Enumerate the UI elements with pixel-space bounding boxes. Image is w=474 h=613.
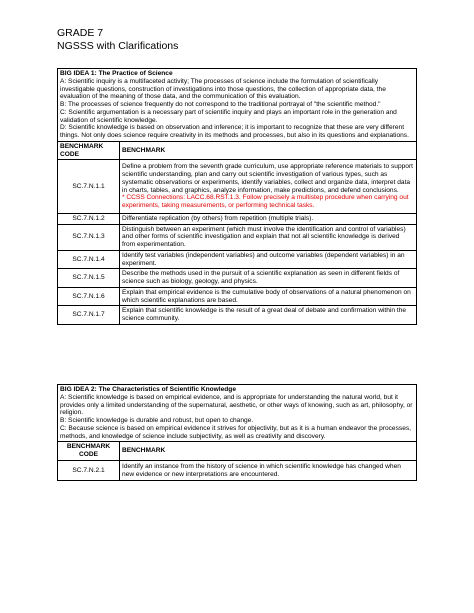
table-header-row xyxy=(58,141,417,160)
column-header-code: BENCHMARK CODE xyxy=(58,442,120,461)
benchmark-text: Differentiate replication (by others) from repetition (multiple trials). xyxy=(120,213,417,224)
big-idea-2-table xyxy=(57,384,417,481)
table-row xyxy=(58,160,417,214)
table-row xyxy=(58,306,417,325)
big-idea-1-statement-d: D: Scientific knowledge is based on observation and inference; it is important to recognize that these are very different things. Not only does science require creativity in its methods and processes, but also in its questions and explanations. xyxy=(60,124,409,139)
big-idea-1-statement-a: A: Scientific inquiry is a multifaceted activity; The processes of science include the formulation of scientifically investigable questions, construction of investigations into those questions, the collection of appropriate data, the evaluation of the meaning of those data, and the communication of this evaluation. xyxy=(60,77,386,101)
big-idea-1-table xyxy=(57,68,417,325)
benchmark-text xyxy=(120,160,417,214)
benchmark-text: Identify an instance from the history of science in which scientific knowledge has changed when new evidence or new interpretations are encountered. xyxy=(120,460,417,481)
big-idea-1-statement-c: C: Scientific argumentation is a necessary part of scientific inquiry and plays an important role in the generation and validation of scientific knowledge. xyxy=(60,108,397,124)
benchmark-code: SC.7.N.1.6 xyxy=(58,287,120,306)
ccss-connection: * CCSS Connections: LACC.68.RST.1.3. Follow precisely a multistep procedure when carrying out experiments, taking measurements, or performing technical tasks. xyxy=(122,194,409,209)
grade-heading: GRADE 7 xyxy=(57,27,104,39)
big-idea-2-statement-c: C: Because science is based on empirical evidence it strives for objectivity, but as it is a human endeavor the processes, methods, and knowledge of science include subjectivity, as well as creativity and discovery. xyxy=(60,424,411,440)
benchmark-code: SC.7.N.1.7 xyxy=(58,306,120,325)
benchmark-code: SC.7.N.1.1 xyxy=(58,160,120,214)
column-header-benchmark: BENCHMARK xyxy=(120,141,417,160)
benchmark-text: Explain that empirical evidence is the cumulative body of observations of a natural phenomenon on which scientific explanations are based. xyxy=(120,287,417,306)
benchmark-code: SC.7.N.2.1 xyxy=(58,460,120,481)
table-row xyxy=(58,269,417,288)
column-header-code: BENCHMARK CODE xyxy=(58,141,120,160)
column-header-benchmark: BENCHMARK xyxy=(120,442,417,461)
big-idea-1-intro xyxy=(58,69,417,142)
benchmark-text: Explain that scientific knowledge is the result of a great deal of debate and confirmation within the science community. xyxy=(120,306,417,325)
table-row xyxy=(58,224,417,250)
big-idea-2-title: BIG IDEA 2: The Characteristics of Scientific Knowledge xyxy=(60,386,236,393)
big-idea-1-statement-b: B: The processes of science frequently do not correspond to the traditional portrayal of "the scientific method." xyxy=(60,101,381,108)
benchmark-text: Identify test variables (independent variables) and outcome variables (dependent variables) in an experiment. xyxy=(120,250,417,269)
benchmark-code: SC.7.N.1.3 xyxy=(58,224,120,250)
benchmark-code: SC.7.N.1.2 xyxy=(58,213,120,224)
table-row xyxy=(58,213,417,224)
big-idea-2-intro xyxy=(58,385,417,442)
benchmark-text: Distinguish between an experiment (which must involve the identification and control of variables) and other forms of scientific investigation and explain that not all scientific knowledge is derived from experimentation. xyxy=(120,224,417,250)
big-idea-2-statement-b: B: Scientific knowledge is durable and robust, but open to change. xyxy=(60,417,254,424)
benchmark-description: Define a problem from the seventh grade curriculum, use appropriate reference materials to support scientific understanding, plan and carry out scientific investigation of various types, such as systematic observations or experiments, identify variables, collect and organize data, interpret data in charts, tables, and graphics, analyze information, make predictions, and defend conclusions. xyxy=(122,163,414,194)
benchmark-code: SC.7.N.1.5 xyxy=(58,269,120,288)
page-header xyxy=(57,27,178,53)
table-row xyxy=(58,287,417,306)
big-idea-2-statement-a: A: Scientific knowledge is based on empirical evidence, and is appropriate for understanding the natural world, but it provides only a limited understanding of the supernatural, aesthetic, or other ways of knowing, such as art, philosophy, or religion. xyxy=(60,393,413,417)
benchmark-text: Describe the methods used in the pursuit of a scientific explanation as seen in different fields of science such as biology, geology, and physics. xyxy=(120,269,417,288)
table-header-row xyxy=(58,442,417,461)
table-row xyxy=(58,250,417,269)
benchmark-code: SC.7.N.1.4 xyxy=(58,250,120,269)
big-idea-1-title: BIG IDEA 1: The Practice of Science xyxy=(60,70,173,77)
table-row xyxy=(58,460,417,481)
subtitle-heading: NGSSS with Clarifications xyxy=(57,40,179,52)
